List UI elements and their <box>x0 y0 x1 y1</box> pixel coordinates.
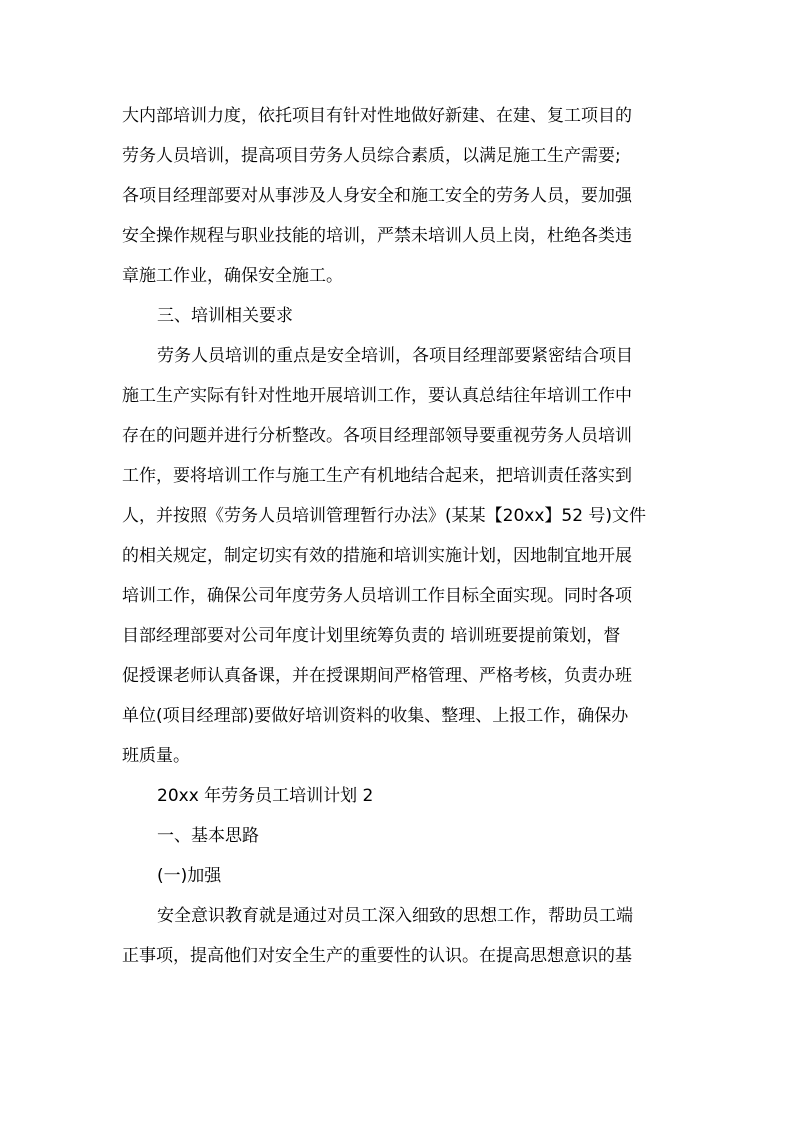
body-text-line: 施工生产实际有针对性地开展培训工作，要认真总结往年培训工作中 <box>122 386 632 406</box>
body-text-line: 的相关规定，制定切实有效的措施和培训实施计划，因地制宜地开展 <box>122 546 632 566</box>
body-text-line: 目部经理部要对公司年度计划里统筹负责的 培训班要提前策划，督 <box>122 626 621 646</box>
body-text-line: 人，并按照《劳务人员培训管理暂行办法》(某某【20xx】52 号)文件 <box>122 506 647 526</box>
body-text-line: 单位(项目经理部)要做好培训资料的收集、整理、上报工作，确保办 <box>122 706 629 726</box>
body-text-line: 促授课老师认真备课，并在授课期间严格管理、严格考核，负责办班 <box>122 666 632 686</box>
body-text-line: 存在的问题并进行分析整改。各项目经理部领导要重视劳务人员培训 <box>122 426 632 446</box>
body-text-line: 各项目经理部要对从事涉及人身安全和施工安全的劳务人员，要加强 <box>122 186 632 206</box>
section-heading: 一、基本思路 <box>157 826 259 846</box>
body-text-line: 工作，要将培训工作与施工生产有机地结合起来，把培训责任落实到 <box>122 466 632 486</box>
body-text-line: 正事项，提高他们对安全生产的重要性的认识。在提高思想意识的基 <box>122 946 632 966</box>
section-heading: 三、培训相关要求 <box>157 306 293 326</box>
body-text-line: 劳务人员培训，提高项目劳务人员综合素质，以满足施工生产需要; <box>122 146 621 166</box>
paragraph-first-line: 安全意识教育就是通过对员工深入细致的思想工作，帮助员工端 <box>157 906 633 926</box>
body-text-line: 班质量。 <box>122 746 190 766</box>
body-text-line: 安全操作规程与职业技能的培训，严禁未培训人员上岗，杜绝各类违 <box>122 226 632 246</box>
document-title: 20xx 年劳务员工培训计划 2 <box>157 786 374 806</box>
body-text-line: 章施工作业，确保安全施工。 <box>122 266 343 286</box>
subsection-heading: (一)加强 <box>157 866 222 886</box>
body-text-line: 培训工作，确保公司年度劳务人员培训工作目标全面实现。同时各项 <box>122 586 632 606</box>
body-text-line: 大内部培训力度，依托项目有针对性地做好新建、在建、复工项目的 <box>122 106 632 126</box>
paragraph-first-line: 劳务人员培训的重点是安全培训，各项目经理部要紧密结合项目 <box>157 346 633 366</box>
